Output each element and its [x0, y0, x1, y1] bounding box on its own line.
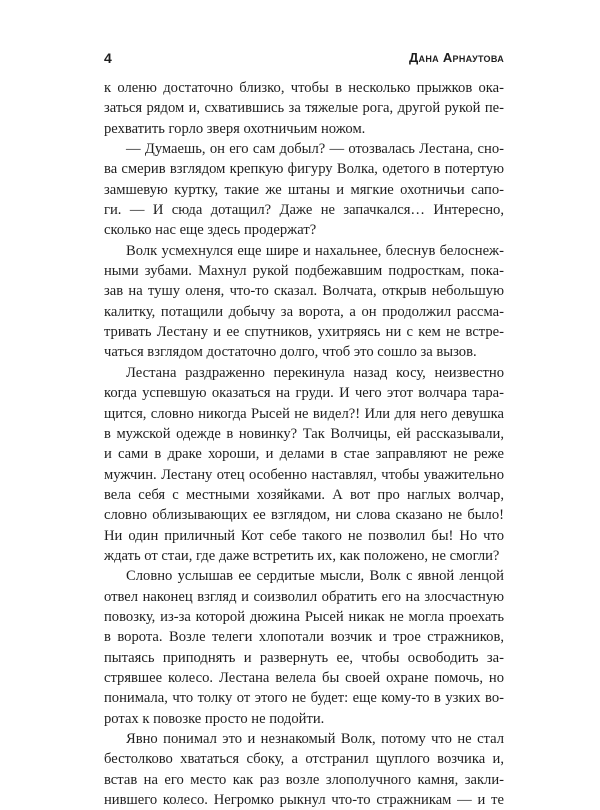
text-line: сколько нас еще здесь продержат?	[104, 222, 317, 239]
page-header	[104, 49, 504, 67]
text-line: стрявшее колесо. Лестана велела бы своей охране помочь, но	[104, 669, 504, 686]
text-line: к оленю достаточно близко, чтобы в несколько прыжков ока-	[104, 80, 504, 96]
text-line: Лестана раздраженно перекинула назад косу, неизвестно	[126, 364, 504, 381]
text-line: в ворота. Возле телеги хлопотали возчик и трое стражников,	[104, 629, 504, 646]
text-line: понимала, что толку от этого не будет: еще кому-то в узких во-	[104, 690, 504, 707]
text-line: чаться взглядом достаточно долго, чтоб это сошло за вызов.	[104, 344, 477, 361]
text-line: ными зубами. Махнул рукой подбежавшим подросткам, пока-	[104, 263, 504, 280]
text-line: и сами в драке хороши, и делами в стае заправляют не реже	[104, 446, 504, 463]
text-line: ва смерив взглядом крепкую фигуру Волка, одетого в потертую	[104, 161, 504, 178]
text-line: мужчин. Лестану отец особенно наставлял, чтобы уважительно	[104, 466, 504, 483]
text-line: калитку, потащили добычу за ворота, а он продолжил рассма-	[104, 303, 504, 320]
text-line: ги. — И сюда дотащил? Даже не запачкался… Интересно,	[104, 202, 504, 219]
paragraph	[104, 729, 504, 810]
page-number: 4	[104, 50, 112, 66]
text-line: ротах к повозке просто не подойти.	[104, 710, 325, 727]
text-line: отвел наконец взгляд и соизволил обратить его на злосчастную	[104, 588, 504, 605]
running-head-author: Дана Арнаутова	[408, 50, 504, 65]
text-line: когда успевшую оказаться на груди. И чего этот волчара тара-	[104, 385, 504, 402]
text-line: в мужской одежде в новинку? Так Волчицы, ей рассказывали,	[104, 425, 504, 442]
text-line: тривать Лестану и ее спутников, ухитряясь ни с кем не встре-	[104, 324, 504, 341]
paragraph	[104, 363, 504, 566]
body-text	[104, 78, 504, 810]
paragraph	[104, 241, 504, 363]
paragraph	[104, 566, 504, 729]
text-line: рехватить горло зверя охотничьим ножом.	[104, 120, 366, 137]
text-line: встав на его место как раз возле злополучного камня, закли-	[104, 771, 504, 788]
text-line: Словно услышав ее сердитые мысли, Волк с явной ленцой	[126, 568, 504, 585]
text-line: Явно понимал это и незнакомый Волк, потому что не стал	[126, 731, 504, 747]
text-line: щится, словно никогда Рысей не видел?! Или для него девушка	[104, 405, 504, 422]
text-line: словно облизывающих ее взглядом, ни слова сказано не было!	[104, 507, 504, 524]
text-line: повозку, из-за которой дюжина Рысей никак не могла проехать	[104, 608, 504, 625]
paragraph	[104, 78, 504, 139]
text-line: Волк усмехнулся еще шире и нахальнее, блеснув белоснеж-	[126, 242, 504, 259]
text-line: зав на тушу оленя, что-то сказал. Волчата, открыв небольшую	[104, 283, 504, 300]
text-line: — Думаешь, он его сам добыл? — отозвалась Лестана, сно-	[126, 141, 504, 158]
text-line: нившего колесо. Негромко рыкнул что-то стражникам — и те	[104, 792, 504, 809]
paragraph	[104, 139, 504, 241]
text-line: замшевую куртку, такие же штаны и мягкие охотничьи сапо-	[104, 181, 504, 198]
text-line: пытаясь приподнять и развернуть ее, чтобы освободить за-	[104, 649, 504, 666]
text-line: заться рядом и, схватившись за тяжелые рога, другой рукой пе-	[104, 100, 504, 117]
text-line: Ни один приличный Кот себе такого не позволил бы! Но что	[104, 527, 504, 544]
text-line: вела себя с местными хозяйками. А вот про наглых волчар,	[104, 486, 504, 503]
text-line: ждать от стаи, где даже встретить их, как положено, не смогли?	[104, 547, 500, 564]
text-line: бестолково хвататься сбоку, а отстранил щуплого возчика и,	[104, 751, 504, 768]
